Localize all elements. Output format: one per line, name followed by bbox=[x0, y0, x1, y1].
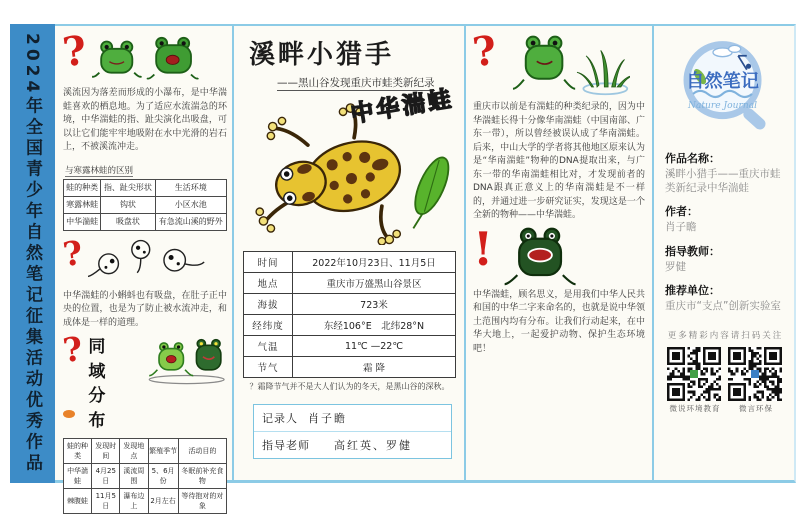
table-cell: 4月25日 bbox=[92, 463, 120, 488]
sympatric-section-title: 同域分布 bbox=[88, 337, 118, 431]
table-cell: 等待抱对的对象 bbox=[178, 488, 226, 513]
poster-subtitle: ——黑山谷发现重庆市蛙类新纪录 bbox=[277, 77, 435, 89]
table-cell: 瀑布边上 bbox=[120, 488, 148, 513]
column-divider bbox=[464, 26, 466, 480]
species-bubble-title: 中华湍蛙 bbox=[348, 85, 456, 128]
nature-journal-poster bbox=[55, 24, 796, 510]
recorder-label: 记录人 bbox=[262, 412, 298, 425]
field-value: 溪畔小猎手——重庆市蛙类新纪录中华湍蛙 bbox=[665, 168, 781, 195]
question-mark-icon: ? bbox=[470, 26, 500, 77]
info-label: 气温 bbox=[244, 336, 293, 357]
seasonal-note: ？霜降节气并不是大人们认为的冬天，是黑山谷的深秋。 bbox=[249, 382, 450, 391]
column-divider bbox=[652, 26, 654, 480]
teacher-row bbox=[254, 431, 451, 458]
award-banner bbox=[10, 24, 55, 483]
table-cell: 钩状 bbox=[101, 196, 155, 213]
table-cell: 小区水池 bbox=[155, 196, 226, 213]
torrent-frog-illustration bbox=[243, 97, 456, 245]
qr-code-environment-protection bbox=[728, 347, 782, 401]
info-label: 海拔 bbox=[244, 294, 293, 315]
info-label: 经纬度 bbox=[244, 315, 293, 336]
question-mark-icon: ? bbox=[60, 232, 85, 274]
dark-frog-drawing bbox=[499, 226, 583, 286]
table-cell: 中华湍蛙 bbox=[64, 213, 101, 230]
sympatric-observation-table bbox=[63, 438, 227, 514]
observation-info-table bbox=[243, 251, 456, 378]
recorder-row bbox=[254, 405, 451, 431]
table-cell: 2月左右 bbox=[148, 488, 178, 513]
field-label: 作者： bbox=[665, 205, 698, 219]
difference-section-title: 与寒露林蛙的区别 bbox=[65, 165, 134, 176]
info-panel bbox=[655, 26, 794, 480]
table-header-cell: 发现时间 bbox=[92, 438, 120, 463]
question-mark-icon: ? bbox=[60, 26, 90, 77]
scan-hint: 更多精彩内容请扫码关注 bbox=[667, 330, 784, 341]
table-cell: 中华湍蛙 bbox=[64, 463, 92, 488]
info-value: 2022年10月23日、11月5日 bbox=[293, 252, 456, 273]
right-top-row bbox=[470, 26, 645, 98]
two-frogs-on-rock-drawing bbox=[146, 333, 227, 387]
field-label: 推荐单位： bbox=[665, 283, 720, 297]
table-header-cell: 发现地点 bbox=[120, 438, 148, 463]
table-header-cell: 繁殖季节 bbox=[148, 438, 178, 463]
habitat-paragraph: 溪流因为落差而形成的小瀑布，是中华湍蛙喜欢的栖息地。为了适应水流湍急的环境，中华湍蛙的指、趾尖演化出吸盘，可以让它们能牢牢地吸附在水中光滑的岩石上，不被溪流冲走。 bbox=[63, 88, 227, 152]
right-column bbox=[468, 26, 650, 480]
table-header-cell: 指、趾尖形状 bbox=[101, 179, 155, 196]
field-value: 肖子瞻 bbox=[665, 221, 697, 234]
poster-title: 溪畔小猎手 bbox=[249, 40, 395, 70]
info-label: 节气 bbox=[244, 357, 293, 378]
qr-row bbox=[665, 347, 786, 414]
tadpole-row bbox=[60, 232, 227, 287]
svg-text:Nature Journal: Nature Journal bbox=[687, 100, 757, 111]
table-header-cell: 蛙的种类 bbox=[64, 438, 92, 463]
info-value: 723米 bbox=[293, 294, 456, 315]
table-header-cell: 活动目的 bbox=[178, 438, 226, 463]
tadpoles-drawing bbox=[88, 237, 206, 287]
teacher-label: 指导老师 bbox=[262, 439, 310, 452]
credits-box bbox=[253, 404, 452, 459]
qr-block bbox=[728, 347, 784, 414]
table-cell: 11月5日 bbox=[92, 488, 120, 513]
center-column bbox=[237, 26, 462, 480]
magnifier-logo-icon bbox=[674, 36, 778, 138]
table-cell: 有急流山溪的野外 bbox=[155, 213, 226, 230]
left-column bbox=[59, 26, 231, 510]
qr-block bbox=[667, 347, 723, 414]
field-label: 作品名称： bbox=[665, 152, 720, 165]
tadpole-paragraph: 中华湍蛙的小蝌蚪也有吸盘，在肚子正中央的位置，也是为了防止被水流冲走，和成体是一样的道理。 bbox=[63, 290, 227, 328]
table-cell: 溪流周围 bbox=[120, 463, 148, 488]
qr-code-environment-education bbox=[667, 347, 721, 401]
naming-paragraph: 中华湍蛙，顾名思义，是用我们中华人民共和国的中华二字来命名的，也就是说中华领土范围内均有分布。让我们行动起来，在中华大地上，一起爱护动物、保护生态环境吧！ bbox=[473, 289, 645, 354]
teacher-names: 高红英、罗健 bbox=[334, 439, 412, 452]
species-comparison-table bbox=[63, 179, 227, 231]
table-header-cell: 生活环境 bbox=[155, 179, 226, 196]
svg-text:自然笔记: 自然笔记 bbox=[685, 71, 759, 92]
question-mark-icon: ? bbox=[60, 328, 85, 371]
qr-caption: 微言环保 bbox=[739, 403, 773, 413]
field-label: 指导教师： bbox=[665, 244, 720, 258]
info-label: 地点 bbox=[244, 273, 293, 294]
table-cell: 吸盘状 bbox=[101, 213, 155, 230]
two-green-frogs-drawing bbox=[92, 32, 202, 84]
left-top-row bbox=[60, 26, 227, 84]
exclamation-row bbox=[473, 221, 645, 286]
info-label: 时间 bbox=[244, 252, 293, 273]
column-divider bbox=[232, 26, 234, 480]
distribution-row bbox=[60, 328, 227, 434]
award-banner-text: 2024年全国青少年自然笔记征集活动优秀作品 bbox=[22, 32, 42, 475]
recorder-name: 肖子瞻 bbox=[308, 412, 347, 425]
info-value: 重庆市万盛黑山谷景区 bbox=[293, 273, 456, 294]
field-value: 重庆市“支点”创新实验室 bbox=[665, 299, 781, 312]
discovery-paragraph: 重庆市以前是有湍蛙的种类纪录的，因为中华湍蛙长得十分像华南湍蛙（中国南部、广东一带），所以曾经被误认成了华南湍蛙。后来，中山大学的学者将其他地区原来认为是“华南湍蛙”物种的DNA提取出来，与广东一带的华南湍蛙相比对，才发现前者的DNA跟真正意义上的华南湍蛙是不一样的，并通过进一步研究证实，发现这是一个全新的物种——中华湍蛙。 bbox=[473, 102, 645, 220]
table-header-cell: 蛙的种类 bbox=[64, 179, 101, 196]
leaf-drawing bbox=[408, 153, 455, 228]
orange-dot-decoration bbox=[63, 410, 75, 418]
field-value: 罗健 bbox=[665, 260, 686, 273]
table-cell: 棘腹蛙 bbox=[64, 488, 92, 513]
frog-and-grass-drawing bbox=[502, 32, 630, 98]
table-cell: 冬眠前补充食物 bbox=[178, 463, 226, 488]
table-cell: 寒露林蛙 bbox=[64, 196, 101, 213]
info-value: 东经106°E 北纬28°N bbox=[293, 315, 456, 336]
nature-journal-logo bbox=[665, 36, 786, 142]
qr-caption: 微说环境教育 bbox=[669, 403, 721, 413]
info-value: 11℃ —22℃ bbox=[293, 336, 456, 357]
table-cell: 5、6月份 bbox=[148, 463, 178, 488]
info-value: 霜 降 bbox=[293, 357, 456, 378]
exclamation-mark-icon: ! bbox=[473, 221, 494, 276]
